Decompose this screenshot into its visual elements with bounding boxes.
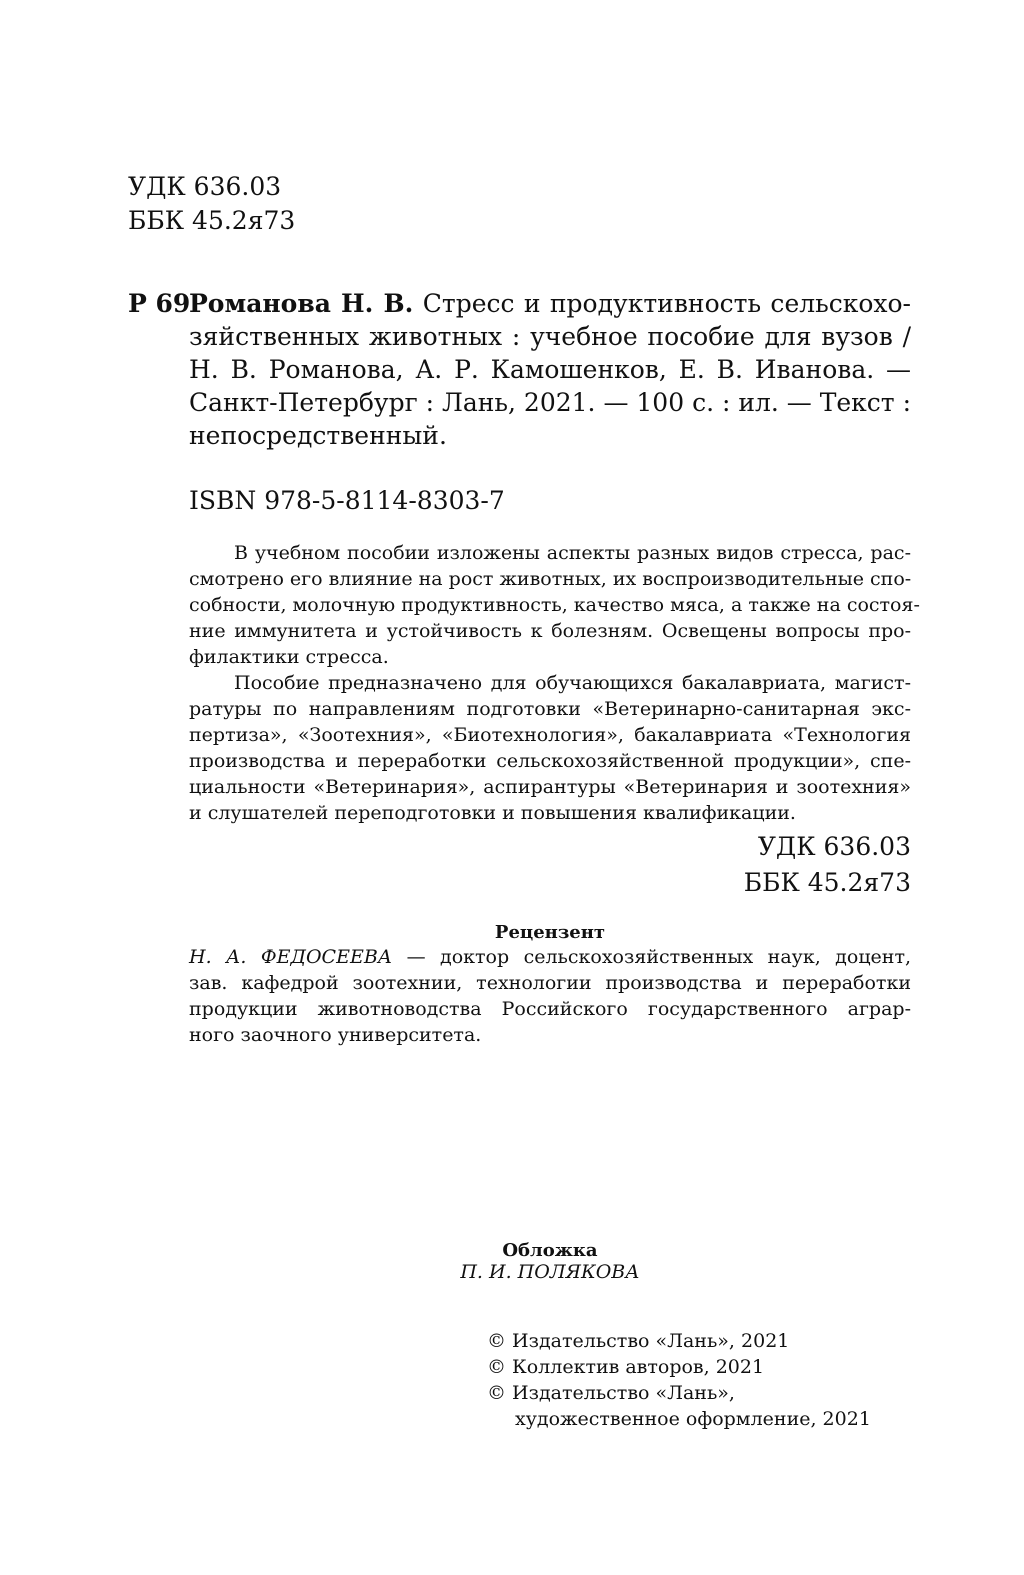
annotation-line: собности, молочную продуктивность, качество мяса, а также на состоя- <box>189 594 920 616</box>
udk-code: УДК 636.03 <box>128 172 282 201</box>
annotation <box>189 540 920 826</box>
author-mark: Р 69 <box>128 289 191 318</box>
reviewer-line: зав. кафедрой зоотехнии, технологии производства и переработки <box>189 972 911 994</box>
entry-author: Романова Н. В. <box>189 289 414 318</box>
reviewer-line <box>189 944 911 970</box>
annotation-line: смотрено его влияние на рост животных, их воспроизводительные спо- <box>189 568 912 590</box>
cover-heading: Обложка <box>502 1240 598 1261</box>
entry-title-start: Стресс и продуктивность сельскохо- <box>413 289 912 318</box>
udk-code-right: УДК 636.03 <box>757 832 911 861</box>
reviewer-line: ного заочного университета. <box>189 1024 482 1046</box>
copyright-line: художественное оформление, 2021 <box>515 1408 871 1430</box>
entry-line: зяйственных животных : учебное пособие для вузов / <box>189 322 911 351</box>
bibliographic-entry <box>189 287 911 452</box>
copyright-line: © Коллектив авторов, 2021 <box>487 1356 765 1378</box>
entry-line: Санкт-Петербург : Лань, 2021. — 100 с. : ил. — Текст : <box>189 388 912 417</box>
entry-line <box>189 287 911 320</box>
entry-line: непосредственный. <box>189 421 447 450</box>
copyright-line: © Издательство «Лань», 2021 <box>487 1330 790 1352</box>
annotation-line: и слушателей переподготовки и повышения квалификации. <box>189 802 796 824</box>
reviewer-line: продукции животноводства Российского государственного аграр- <box>189 998 911 1020</box>
annotation-line: В учебном пособии изложены аспекты разных видов стресса, рас- <box>234 542 911 564</box>
annotation-line: филактики стресса. <box>189 646 389 668</box>
bbk-code-right: ББК 45.2я73 <box>743 868 911 897</box>
entry-line: Н. В. Романова, А. Р. Камошенков, Е. В. Иванова. — <box>189 355 911 384</box>
reviewer-desc-start: — доктор сельскохозяйственных наук, доцент, <box>392 946 911 968</box>
annotation-line: циальности «Ветеринария», аспирантуры «Ветеринария и зоотехния» <box>189 776 911 798</box>
copyright-block <box>487 1328 871 1432</box>
annotation-line: пертиза», «Зоотехния», «Биотехнология», бакалавриата «Технология <box>189 724 911 746</box>
annotation-line: Пособие предназначено для обучающихся бакалавриата, магист- <box>234 672 911 694</box>
annotation-line: ратуры по направлениям подготовки «Ветеринарно-санитарная экс- <box>189 698 911 720</box>
annotation-line: ние иммунитета и устойчивость к болезням. Освещены вопросы про- <box>189 620 911 642</box>
bbk-code: ББК 45.2я73 <box>128 206 296 235</box>
isbn: ISBN 978-5-8114-8303-7 <box>189 486 505 515</box>
cover-designer: П. И. ПОЛЯКОВА <box>460 1261 640 1283</box>
reviewer-block <box>189 944 911 1048</box>
copyright-line: © Издательство «Лань», <box>487 1382 735 1404</box>
annotation-line: производства и переработки сельскохозяйственной продукции», спе- <box>189 750 911 772</box>
reviewer-heading: Рецензент <box>494 922 606 943</box>
reviewer-name: Н. А. ФЕДОСЕЕВА <box>189 946 393 968</box>
